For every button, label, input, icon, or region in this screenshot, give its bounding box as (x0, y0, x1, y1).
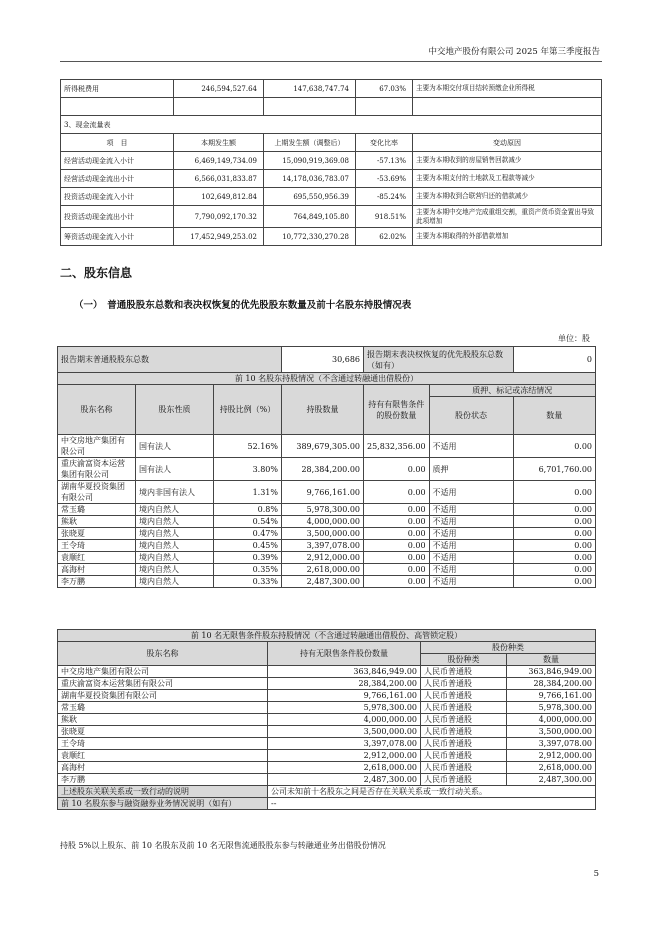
table-cell: 人民币普通股 (421, 750, 507, 762)
table-cell: 9,766,161.00 (282, 481, 364, 504)
table-cell (413, 98, 602, 116)
table-cell: 246,594,527.64 (174, 80, 264, 98)
table-cell: 147,638,747.74 (264, 80, 356, 98)
table-cell: 0.00 (364, 528, 430, 540)
table-cell: 9,766,161.00 (268, 690, 421, 702)
table-cell: 0.00 (364, 504, 430, 516)
table-row (58, 552, 596, 564)
table-cell: 0.00 (513, 564, 595, 576)
table-cell: 不适用 (429, 564, 513, 576)
table-cell: -57.13% (356, 152, 413, 170)
table-cell: 中交房地产集团有限公司 (58, 666, 268, 678)
table-cell: 境内自然人 (136, 564, 214, 576)
table-row (58, 762, 596, 774)
col-status: 股份状态 (429, 397, 513, 435)
table-cell: 2,487,300.00 (282, 576, 364, 588)
table-cell: 2,912,000.00 (268, 750, 421, 762)
table-cell: 李万鹏 (58, 576, 136, 588)
table-cell: 28,384,200.00 (268, 678, 421, 690)
table-cell: 境内自然人 (136, 552, 214, 564)
table-row (58, 726, 596, 738)
table-cell: 2,618,000.00 (507, 762, 596, 774)
column-header: 变化比率 (356, 134, 413, 152)
table-cell: 15,090,919,369.08 (264, 152, 356, 170)
table-cell: 人民币普通股 (421, 774, 507, 786)
table-cell: 0.45% (214, 540, 282, 552)
table-cell: 3,500,000.00 (268, 726, 421, 738)
table-cell: 62.02% (356, 228, 413, 246)
table-cell: 0.00 (513, 540, 595, 552)
table-cell: 0.00 (364, 540, 430, 552)
table-cell: 3.80% (214, 458, 282, 481)
footnote: 持股 5%以上股东、前 10 名股东及前 10 名无限售流通股股东参与转融通业务出借股份情况 (60, 841, 386, 850)
table-cell: 0.00 (513, 481, 595, 504)
table-cell: 境内自然人 (136, 528, 214, 540)
u-col-qty: 持有无限售条件股份数量 (268, 642, 421, 666)
table-row (58, 774, 596, 786)
table-cell: 境内自然人 (136, 516, 214, 528)
table-cell: 主要为本期支付的土地款及工程款等减少 (413, 170, 602, 188)
u-col-kind: 股份种类 (421, 654, 507, 666)
table-cell: 王令琦 (58, 738, 268, 750)
total-holders-label: 报告期末普通股股东总数 (58, 347, 282, 373)
table-row (58, 666, 596, 678)
table-cell: 主要为本期收到合联营归还的借款减少 (413, 188, 602, 206)
table-cell: 14,178,036,783.07 (264, 170, 356, 188)
col-pledge: 质押、标记或冻结情况 (429, 385, 595, 397)
table-cell (356, 98, 413, 116)
table-cell: 境内自然人 (136, 504, 214, 516)
table-cell: 人民币普通股 (421, 690, 507, 702)
top10-band: 前 10 名股东持股情况（不含通过转融通出借股份） (58, 373, 596, 385)
table-cell: 李万鹏 (58, 774, 268, 786)
pref-holders-label: 报告期末表决权恢复的优先股股东总数（如有） (364, 347, 514, 373)
table-cell: 0.00 (364, 481, 430, 504)
table-cell: 10,772,330,270.28 (264, 228, 356, 246)
table-cell: 0.00 (364, 564, 430, 576)
table-cell: 363,846,949.00 (268, 666, 421, 678)
table-cell: 人民币普通股 (421, 678, 507, 690)
table-cell: 28,384,200.00 (507, 678, 596, 690)
table-row (61, 228, 602, 246)
table-cell: 2,487,300.00 (268, 774, 421, 786)
cashflow-section-label: 3、现金流量表 (61, 116, 602, 134)
table-row (58, 576, 596, 588)
table-cell: 1.31% (214, 481, 282, 504)
table-row (61, 188, 602, 206)
table-cell: 人民币普通股 (421, 726, 507, 738)
table-cell: 2,618,000.00 (282, 564, 364, 576)
table-cell: 918.51% (356, 206, 413, 228)
table-cell: 经营活动现金流入小计 (61, 152, 174, 170)
table-cell: 0.8% (214, 504, 282, 516)
table-cell: 2,618,000.00 (268, 762, 421, 774)
table-cell: 3,397,078.00 (507, 738, 596, 750)
relation-value: 公司未知前十名股东之间是否存在关联关系或一致行动关系。 (268, 786, 596, 798)
table-cell: 熊耿 (58, 714, 268, 726)
table-cell: 重庆渝富资本运营集团有限公司 (58, 678, 268, 690)
table-cell: 重庆渝富资本运营集团有限公司 (58, 458, 136, 481)
table-row (58, 564, 596, 576)
table-row (58, 528, 596, 540)
table-cell: 5,978,300.00 (282, 504, 364, 516)
table-cell: 主要为本期取得的外部借款增加 (413, 228, 602, 246)
table-cell: 9,766,161.00 (507, 690, 596, 702)
u-col-name: 股东名称 (58, 642, 268, 666)
total-holders-value: 30,686 (282, 347, 364, 373)
col-qty: 持股数量 (282, 385, 364, 435)
table-cell: 17,452,949,253.02 (174, 228, 264, 246)
table-cell: 25,832,356.00 (364, 435, 430, 458)
table-cell: 主要为本期中交地产完成重组交割，重资产货币资金置出导致此项增加 (413, 206, 602, 228)
table-row (58, 435, 596, 458)
table-row (61, 170, 602, 188)
table-cell: 所得税费用 (61, 80, 174, 98)
table-row (61, 206, 602, 228)
table-cell: 4,000,000.00 (268, 714, 421, 726)
table-cell: 0.54% (214, 516, 282, 528)
table-cell: 国有法人 (136, 435, 214, 458)
table-cell: 常玉璐 (58, 702, 268, 714)
table-cell: 3,397,078.00 (282, 540, 364, 552)
table-cell: 张晓夏 (58, 528, 136, 540)
col-restricted: 持有有限售条件的股份数量 (364, 385, 430, 435)
table-cell: 不适用 (429, 528, 513, 540)
table-cell: 不适用 (429, 576, 513, 588)
col-name: 股东名称 (58, 385, 136, 435)
table-cell: 695,550,956.39 (264, 188, 356, 206)
table-cell: 3,500,000.00 (507, 726, 596, 738)
table-cell: 0.00 (364, 516, 430, 528)
table-cell: -53.69% (356, 170, 413, 188)
table-cell: 不适用 (429, 504, 513, 516)
table-row (61, 152, 602, 170)
table-cell: 不适用 (429, 435, 513, 458)
column-header: 变动原因 (413, 134, 602, 152)
table-cell: 主要为本期收到的房屋销售回款减少 (413, 152, 602, 170)
table-row (58, 702, 596, 714)
table-cell (264, 98, 356, 116)
table-cell: 王令琦 (58, 540, 136, 552)
table-cell: 5,978,300.00 (268, 702, 421, 714)
table-cell: 0.00 (513, 504, 595, 516)
table-cell: 张晓夏 (58, 726, 268, 738)
table-row (58, 481, 596, 504)
table-row (61, 80, 602, 98)
column-header: 项 目 (61, 134, 174, 152)
table-cell: 不适用 (429, 552, 513, 564)
u-col-amount: 数量 (507, 654, 596, 666)
page-number: 5 (593, 869, 599, 879)
table-row (58, 738, 596, 750)
table-cell: 高海村 (58, 762, 268, 774)
table-cell: 国有法人 (136, 458, 214, 481)
table-cell: 4,000,000.00 (507, 714, 596, 726)
table-cell: 人民币普通股 (421, 702, 507, 714)
table-cell: 0.47% (214, 528, 282, 540)
table-row (58, 458, 596, 481)
margin-value: -- (268, 798, 596, 810)
table-cell: 363,846,949.00 (507, 666, 596, 678)
table-cell: 67.03% (356, 80, 413, 98)
table-cell: 4,000,000.00 (282, 516, 364, 528)
table-cell: 0.00 (364, 576, 430, 588)
table-cell: 764,849,105.80 (264, 206, 356, 228)
table-row (58, 540, 596, 552)
header-divider (60, 61, 602, 62)
table-cell: 人民币普通股 (421, 738, 507, 750)
table-cell: 袁顺红 (58, 750, 268, 762)
table-cell: 投资活动现金流入小计 (61, 188, 174, 206)
table-cell: 境内自然人 (136, 540, 214, 552)
relation-label: 上述股东关联关系或一致行动的说明 (58, 786, 268, 798)
table-cell: 0.00 (513, 576, 595, 588)
table-row (58, 714, 596, 726)
table-cell: 0.00 (513, 552, 595, 564)
page-header-title: 中交地产股份有限公司 2025 年第三季度报告 (428, 47, 600, 57)
table-row (58, 516, 596, 528)
table-cell: 境内自然人 (136, 576, 214, 588)
table-cell: 102,649,812.84 (174, 188, 264, 206)
table-cell: 0.00 (513, 516, 595, 528)
table-row (61, 98, 602, 116)
table-cell: 人民币普通股 (421, 666, 507, 678)
table-cell: 不适用 (429, 481, 513, 504)
top10-unrestricted-table (57, 629, 596, 810)
table-row (58, 678, 596, 690)
table-cell: 2,912,000.00 (282, 552, 364, 564)
table-cell: -85.24% (356, 188, 413, 206)
table-cell: 0.39% (214, 552, 282, 564)
table-cell: 0.35% (214, 564, 282, 576)
table-cell: 主要为本期交付项目结转预缴企业所得税 (413, 80, 602, 98)
table-cell: 7,790,092,170.32 (174, 206, 264, 228)
margin-label: 前 10 名股东参与融资融券业务情况说明（如有） (58, 798, 268, 810)
table-cell: 质押 (429, 458, 513, 481)
table-cell: 0.00 (513, 528, 595, 540)
unit-label: 单位：股 (558, 334, 590, 343)
table-cell: 境内非国有法人 (136, 481, 214, 504)
table-row (58, 690, 596, 702)
column-header: 上期发生额（调整后） (264, 134, 356, 152)
pref-holders-value: 0 (513, 347, 595, 373)
table-cell: 人民币普通股 (421, 762, 507, 774)
table-cell: 筹资活动现金流入小计 (61, 228, 174, 246)
section-title: 二、股东信息 (60, 266, 133, 280)
top10-shareholders-table (57, 346, 596, 588)
table-cell: 389,679,305.00 (282, 435, 364, 458)
table-cell: 湖南华夏投资集团有限公司 (58, 690, 268, 702)
table-cell: 熊耿 (58, 516, 136, 528)
table-cell: 3,500,000.00 (282, 528, 364, 540)
table-cell: 6,566,031,833.87 (174, 170, 264, 188)
table-cell: 湖南华夏投资集团有限公司 (58, 481, 136, 504)
table-cell: 高海村 (58, 564, 136, 576)
table-cell: 2,912,000.00 (507, 750, 596, 762)
column-header: 本期发生额 (174, 134, 264, 152)
table-cell: 0.00 (364, 552, 430, 564)
table-cell: 2,487,300.00 (507, 774, 596, 786)
table-cell: 28,384,200.00 (282, 458, 364, 481)
table-cell: 52.16% (214, 435, 282, 458)
variance-table (60, 79, 602, 246)
table-cell: 3,397,078.00 (268, 738, 421, 750)
table-cell: 0.00 (513, 435, 595, 458)
table-row (58, 504, 596, 516)
table-cell: 经营活动现金流出小计 (61, 170, 174, 188)
table-cell: 0.33% (214, 576, 282, 588)
table-cell: 不适用 (429, 516, 513, 528)
table-cell: 人民币普通股 (421, 714, 507, 726)
col-nature: 股东性质 (136, 385, 214, 435)
col-ratio: 持股比例（%） (214, 385, 282, 435)
table-cell: 0.00 (364, 458, 430, 481)
table-cell: 常玉璐 (58, 504, 136, 516)
unrestricted-band: 前 10 名无限售条件股东持股情况（不含通过转融通出借股份、高管锁定股） (58, 630, 596, 642)
table-cell: 袁顺红 (58, 552, 136, 564)
table-cell: 中交房地产集团有限公司 (58, 435, 136, 458)
table-cell: 投资活动现金流出小计 (61, 206, 174, 228)
section-subtitle: （一） 普通股股东总数和表决权恢复的优先股股东数量及前十名股东持股情况表 (74, 300, 412, 311)
table-cell: 6,701,760.00 (513, 458, 595, 481)
table-cell (61, 98, 174, 116)
col-amount: 数量 (513, 397, 595, 435)
table-cell (174, 98, 264, 116)
table-cell: 6,469,149,734.09 (174, 152, 264, 170)
u-col-type: 股份种类 (421, 642, 596, 654)
table-cell: 不适用 (429, 540, 513, 552)
table-row (58, 750, 596, 762)
table-cell: 5,978,300.00 (507, 702, 596, 714)
